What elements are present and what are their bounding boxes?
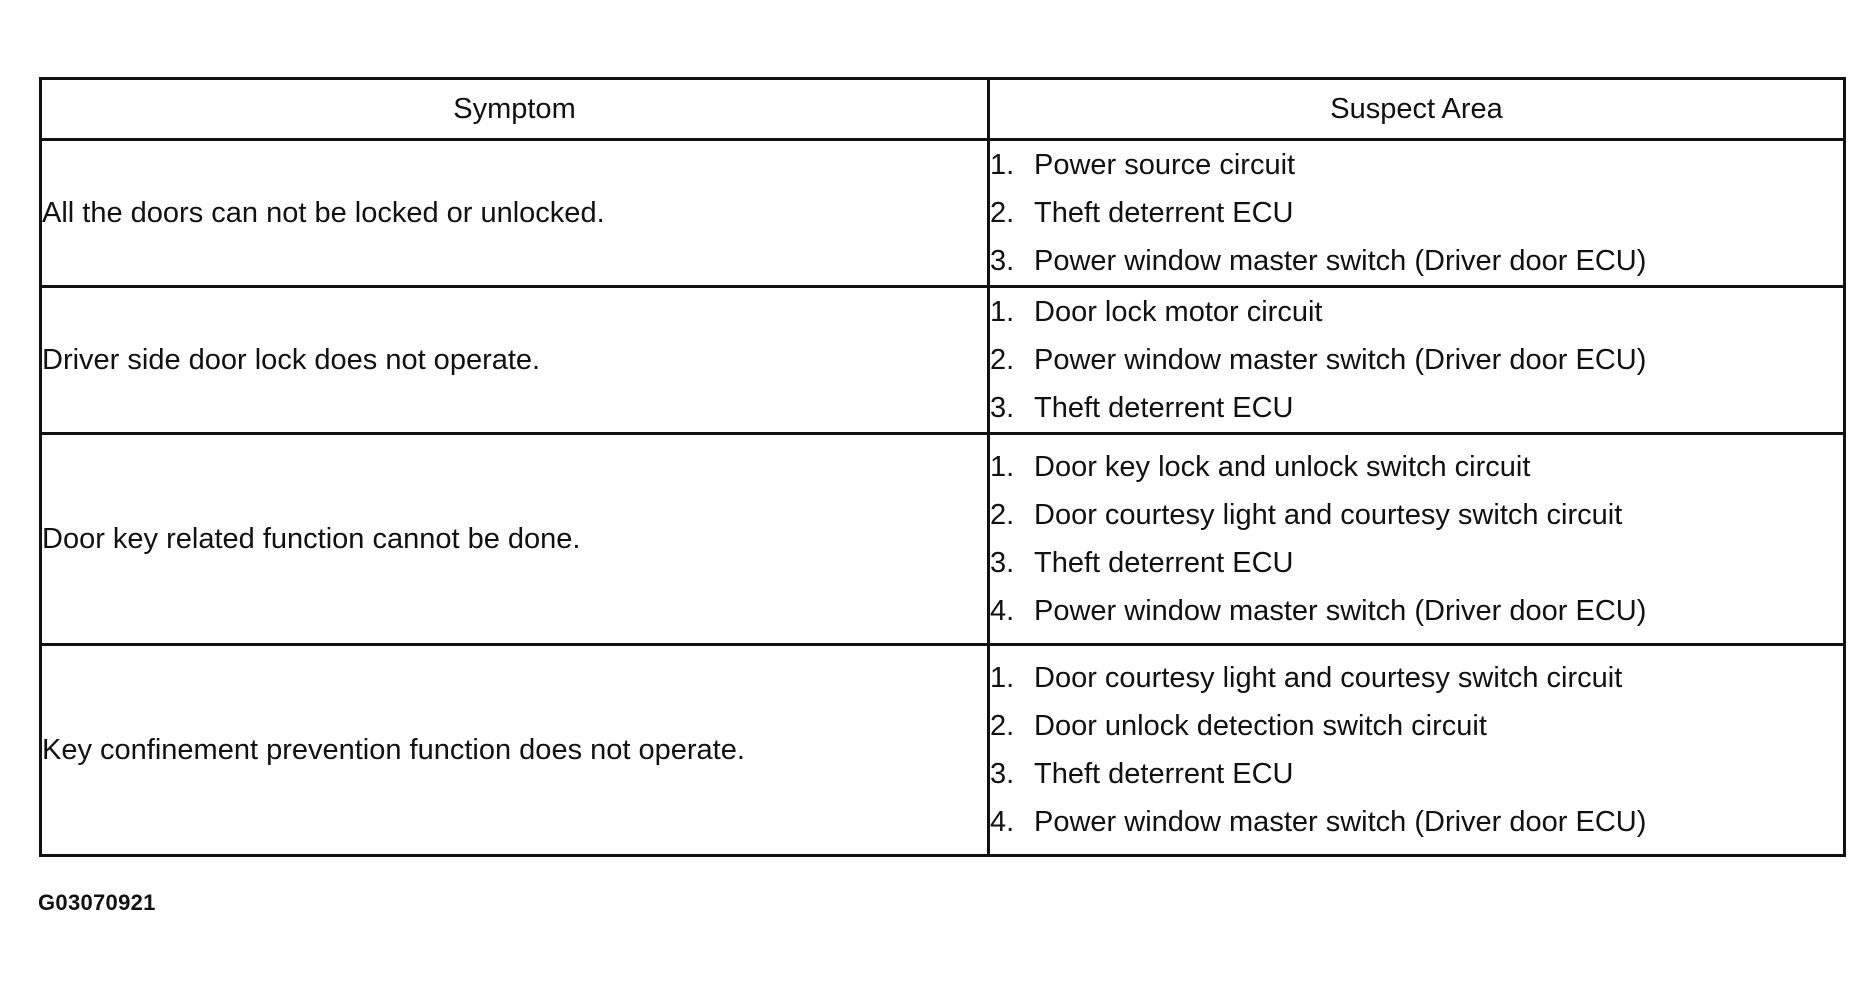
symptom-cell: Driver side door lock does not operate. <box>41 287 989 434</box>
suspect-item-number: 4. <box>990 595 1015 627</box>
suspect-item <box>990 189 1843 237</box>
symptom-cell: All the doors can not be locked or unlocked. <box>41 140 989 287</box>
suspect-item-text: Power window master switch (Driver door ECU) <box>1034 806 1647 838</box>
suspect-item-text: Door courtesy light and courtesy switch circuit <box>1034 499 1623 531</box>
symptom-cell: Key confinement prevention function does not operate. <box>41 645 989 856</box>
suspect-item-text: Theft deterrent ECU <box>1034 197 1294 229</box>
symptom-cell: Door key related function cannot be done. <box>41 434 989 645</box>
suspect-item <box>990 702 1843 750</box>
suspect-item-text: Power source circuit <box>1034 149 1296 181</box>
suspect-item-number: 1. <box>990 662 1015 694</box>
suspect-item-number: 2. <box>990 197 1015 229</box>
suspect-item-text: Theft deterrent ECU <box>1034 758 1294 790</box>
troubleshooting-table <box>39 77 1846 857</box>
suspect-item-number: 2. <box>990 710 1015 742</box>
troubleshooting-table-container <box>39 77 1843 857</box>
suspect-item <box>990 237 1843 285</box>
suspect-item-number: 4. <box>990 806 1015 838</box>
table-header-row <box>41 79 1845 140</box>
suspect-area-column-header: Suspect Area <box>989 79 1845 140</box>
suspect-item <box>990 384 1843 432</box>
figure-code: G03070921 <box>38 890 156 915</box>
suspect-item-number: 1. <box>990 296 1015 328</box>
suspect-item-number: 2. <box>990 344 1015 376</box>
suspect-item-number: 3. <box>990 392 1015 424</box>
suspect-item-text: Door courtesy light and courtesy switch circuit <box>1034 662 1623 694</box>
suspect-item-number: 3. <box>990 758 1015 790</box>
suspect-list <box>990 288 1843 432</box>
suspect-item <box>990 539 1843 587</box>
suspect-item-text: Theft deterrent ECU <box>1034 392 1294 424</box>
suspect-area-cell <box>989 140 1845 287</box>
table-row <box>41 434 1845 645</box>
suspect-item-text: Power window master switch (Driver door ECU) <box>1034 245 1647 277</box>
symptom-column-header: Symptom <box>41 79 989 140</box>
suspect-list <box>990 443 1843 635</box>
suspect-item-text: Theft deterrent ECU <box>1034 547 1294 579</box>
suspect-item-number: 3. <box>990 245 1015 277</box>
suspect-item-text: Door lock motor circuit <box>1034 296 1323 328</box>
suspect-list <box>990 141 1843 285</box>
suspect-item <box>990 491 1843 539</box>
suspect-item-number: 1. <box>990 149 1015 181</box>
suspect-item <box>990 141 1843 189</box>
suspect-item-text: Power window master switch (Driver door ECU) <box>1034 344 1647 376</box>
suspect-item <box>990 798 1843 846</box>
suspect-area-cell <box>989 645 1845 856</box>
suspect-item <box>990 336 1843 384</box>
suspect-item <box>990 443 1843 491</box>
suspect-item-number: 2. <box>990 499 1015 531</box>
suspect-item <box>990 587 1843 635</box>
suspect-item-number: 1. <box>990 451 1015 483</box>
suspect-item-text: Door key lock and unlock switch circuit <box>1034 451 1531 483</box>
suspect-item-number: 3. <box>990 547 1015 579</box>
table-row <box>41 287 1845 434</box>
suspect-item <box>990 654 1843 702</box>
suspect-item-text: Power window master switch (Driver door ECU) <box>1034 595 1647 627</box>
suspect-list <box>990 654 1843 846</box>
suspect-area-cell <box>989 287 1845 434</box>
suspect-item <box>990 288 1843 336</box>
suspect-area-cell <box>989 434 1845 645</box>
table-row <box>41 645 1845 856</box>
table-row <box>41 140 1845 287</box>
suspect-item <box>990 750 1843 798</box>
suspect-item-text: Door unlock detection switch circuit <box>1034 710 1487 742</box>
